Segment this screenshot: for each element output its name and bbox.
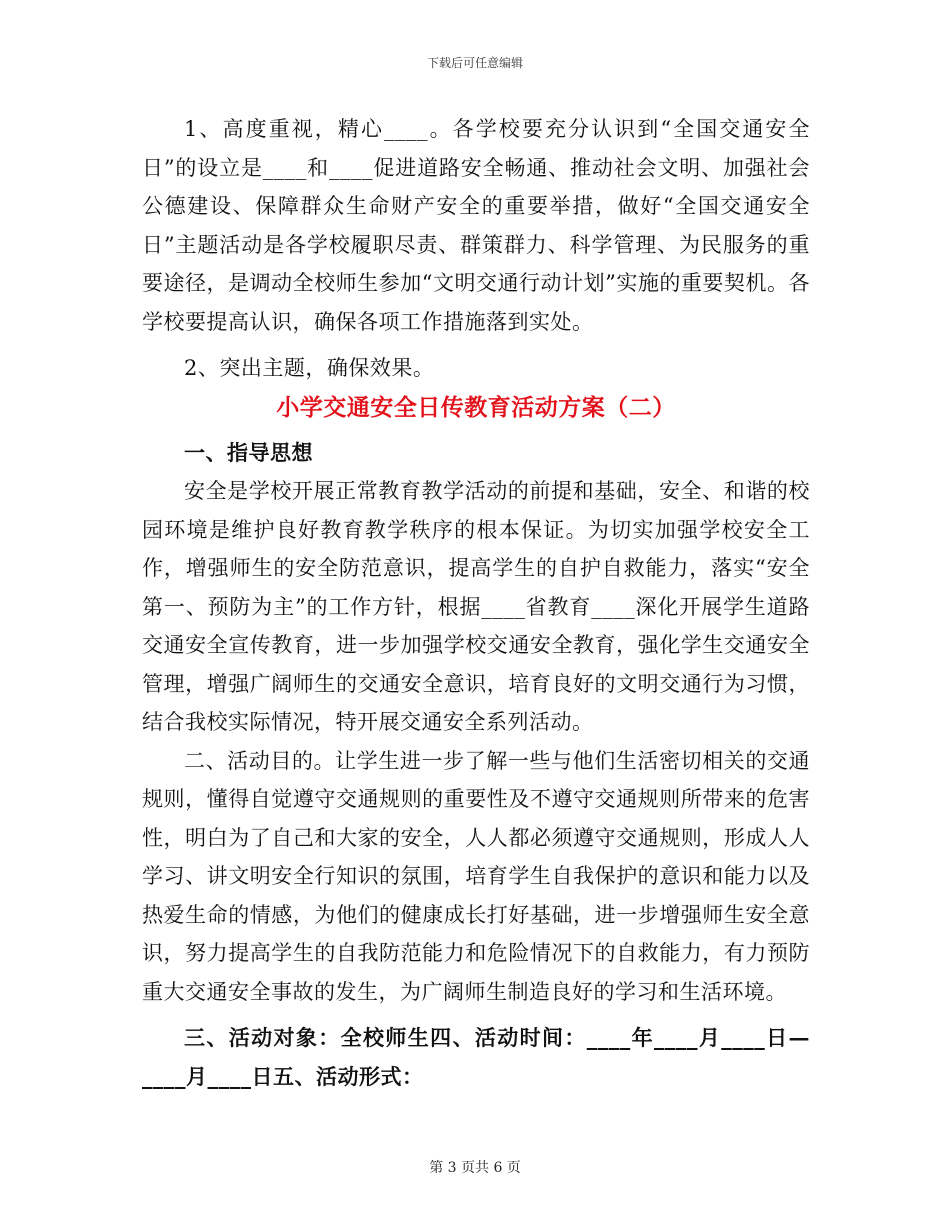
- page-header: 下载后可任意编辑: [426, 56, 523, 70]
- paragraph-5: 三、活动对象：全校师生四、活动时间：____年____月____日—____月____日五、活动形式：: [142, 1025, 810, 1089]
- page-footer: 第 3 页共 6 页: [429, 1160, 521, 1176]
- document-body: [142, 110, 810, 1096]
- paragraph-2: 2、突出主题，确保效果。: [184, 356, 435, 380]
- paragraph-3: 安全是学校开展正常教育教学活动的前提和基础，安全、和谐的校园环境是维护良好教育教学秩序的根本保证。为切实加强学校安全工作，增强师生的安全防范意识，提高学生的自护自救能力，落实“安全第一、预防为主”的工作方针，根据____省教育____深化开展学生道路交通安全宣传教育，进一步加强学校交通安全教育，强化学生交通安全管理，增强广阔师生的交通安全意识，培育良好的文明交通行为习惯，结合我校实际情况，特开展交通安全系列活动。: [142, 479, 810, 734]
- section-title: 小学交通安全日传教育活动方案（二）: [276, 393, 676, 421]
- heading-guiding-ideology: 一、指导思想: [184, 439, 313, 465]
- paragraph-4: 二、活动目的。让学生进一步了解一些与他们生活密切相关的交通规则，懂得自觉遵守交通规则的重要性及不遵守交通规则所带来的危害性，明白为了自己和大家的安全，人人都必须遵守交通规则，形成人人学习、讲文明安全行知识的氛围，培育学生自我保护的意识和能力以及热爱生命的情感，为他们的健康成长打好基础，进一步增强师生安全意识，努力提高学生的自我防范能力和危险情况下的自救能力，有力预防重大交通安全事故的发生，为广阔师生制造良好的学习和生活环境。: [142, 748, 810, 1004]
- paragraph-1: 1、高度重视，精心____。各学校要充分认识到“全国交通安全日”的设立是____和____促进道路安全畅通、推动社会文明、加强社会公德建设、保障群众生命财产安全的重要举措，做好“全国交通安全日”主题活动是各学校履职尽责、群策群力、科学管理、为民服务的重要途径，是调动全校师生参加“文明交通行动计划”实施的重要契机。各学校要提高认识，确保各项工作措施落到实处。: [142, 117, 810, 334]
